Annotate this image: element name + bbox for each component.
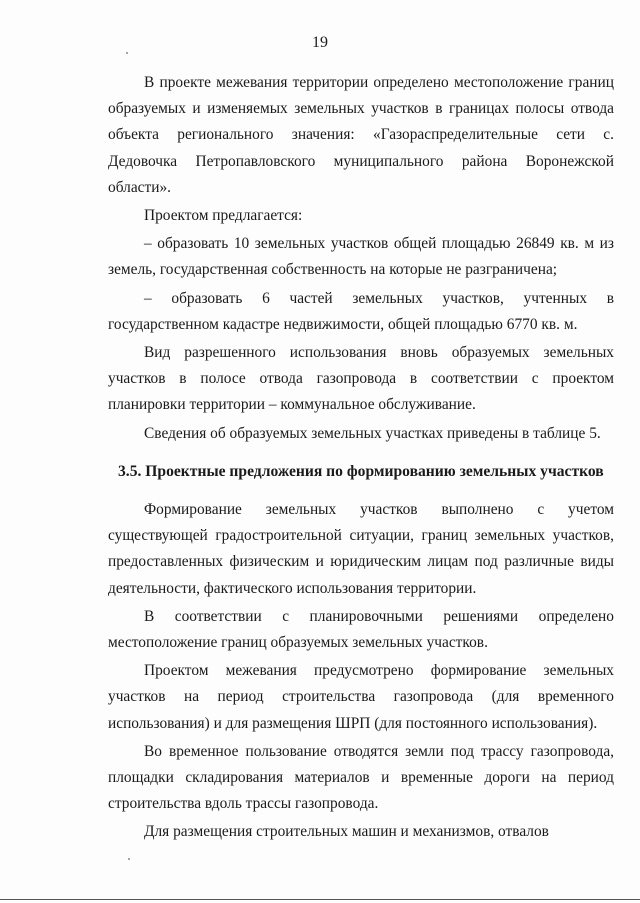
paragraph-table-reference: Сведения об образуемых земельных участках приведены в таблице 5. (144, 424, 601, 442)
paragraph-permitted-use: Вид разрешенного использования вновь образуемых земельных участков в полосе отвода газопровода в соответствии с проектом планировки территории – коммунальное обслуживание. (108, 344, 614, 414)
paragraph-proposal-lead: Проектом предлагается: (144, 207, 303, 225)
scan-edge-line (0, 899, 640, 900)
paragraph-machinery: Для размещения строительных машин и механизмов, отвалов (144, 823, 549, 841)
page-body (108, 70, 614, 846)
scan-speck (128, 858, 130, 860)
paragraph-survey-provision: Проектом межевания предусмотрено формирование земельных участков на период строительства газопровода (для временного использования) и для размещения ШРП (для постоянного использования). (108, 662, 614, 732)
paragraph-formation: Формирование земельных участков выполнено с учетом существующей градостроительной ситуации, границ земельных участков, предоставленных физическим и юридическим лицам под различные виды деятельности, фактического использования территории. (108, 501, 614, 597)
section-heading: 3.5. Проектные предложения по формированию земельных участков (118, 462, 604, 480)
list-item-parts: – образовать 6 частей земельных участков, учтенных в государственном кадастре недвижимости, общей площадью 6770 кв. м. (108, 289, 614, 333)
page-number: 19 (312, 34, 328, 51)
paragraph-intro: В проекте межевания территории определено местоположение границ образуемых и изменяемых земельных участков в границах полосы отвода объекта регионального значения: «Газораспределительные сети с. Дедовочка Петропавловского муниципального района Воронежской области». (108, 74, 614, 196)
paragraph-temporary-use: Во временное пользование отводятся земли под трассу газопровода, площадки складирования материалов и временные дороги на период строительства вдоль трассы газопровода. (108, 742, 614, 813)
list-item-parcels: – образовать 10 земельных участков общей площадью 26849 кв. м из земель, государственная собственность на которые не разграничена; (108, 235, 614, 279)
scan-speck (126, 52, 128, 54)
paragraph-planning-decisions: В соответствии с планировочными решениями определено местоположение границ образуемых земельных участков. (108, 607, 614, 652)
